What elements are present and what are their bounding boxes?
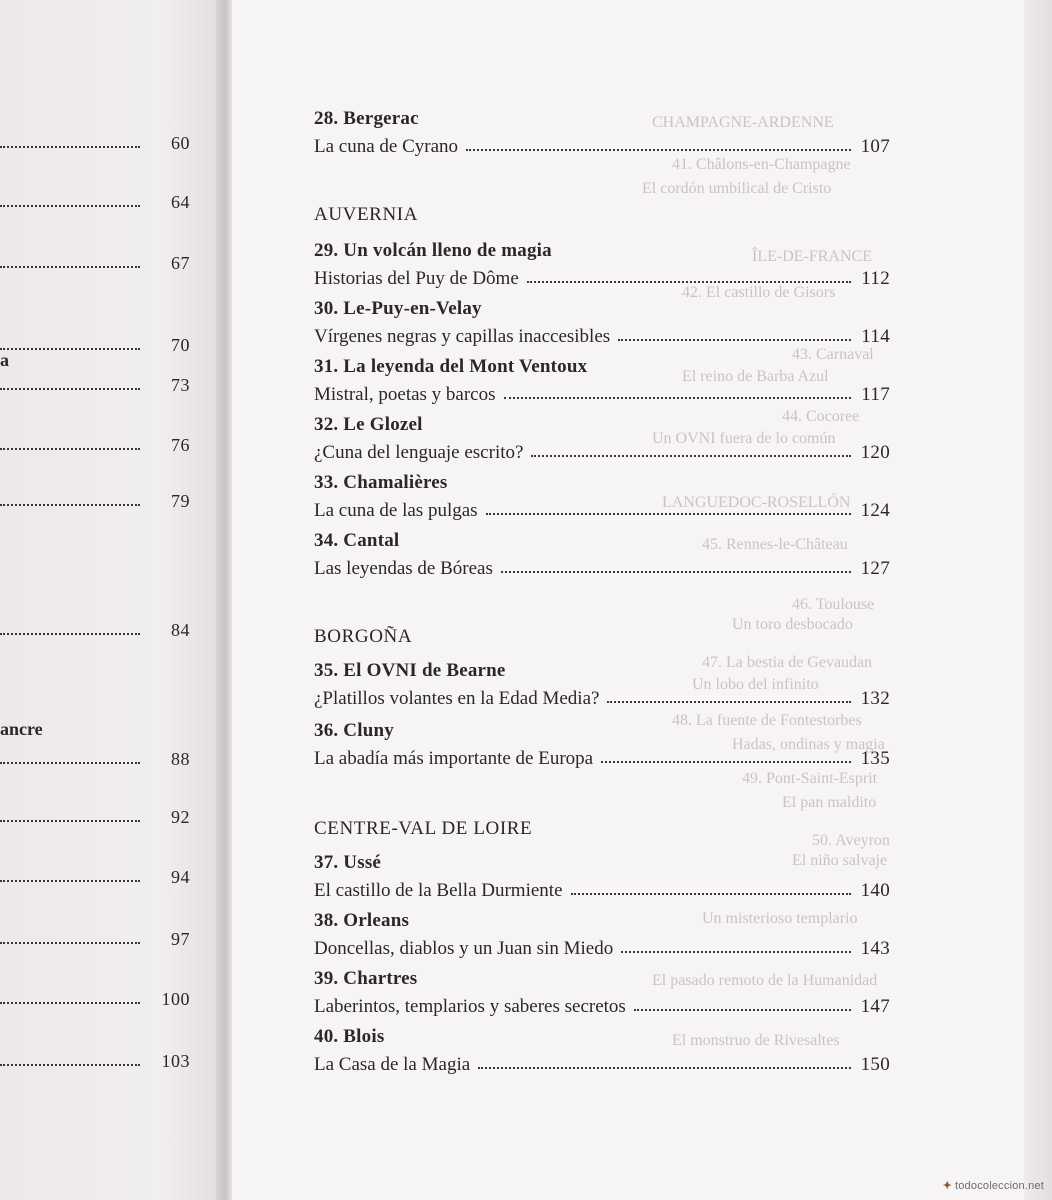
book-spine bbox=[216, 0, 232, 1200]
show-through-text: El pasado remoto de la Humanidad bbox=[652, 972, 878, 989]
dot-leader bbox=[607, 701, 850, 703]
dot-leader bbox=[504, 397, 852, 399]
entry-subtitle: ¿Cuna del lenguaje escrito? bbox=[314, 442, 524, 463]
entry-subtitle: Vírgenes negras y capillas inaccesibles bbox=[314, 326, 611, 347]
show-through-text: El pan maldito bbox=[782, 794, 877, 811]
toc-entry[interactable] bbox=[314, 298, 890, 352]
toc-entry[interactable] bbox=[314, 414, 890, 468]
entry-title: 31. La leyenda del Mont Ventoux bbox=[314, 356, 588, 377]
entry-subtitle: Historias del Puy de Dôme bbox=[314, 268, 519, 289]
toc-entry[interactable] bbox=[314, 910, 890, 964]
page-edge bbox=[1024, 0, 1052, 1200]
show-through-text: 47. La bestia de Gevaudan bbox=[702, 654, 873, 671]
left-toc-row: 79 bbox=[0, 482, 190, 512]
toc-page bbox=[232, 0, 1024, 1200]
previous-page-strip bbox=[0, 0, 232, 1200]
entry-page-number: 124 bbox=[860, 500, 890, 521]
entry-title: 36. Cluny bbox=[314, 720, 394, 741]
entry-subtitle: El castillo de la Bella Durmiente bbox=[314, 880, 563, 901]
watermark bbox=[943, 1179, 1044, 1192]
section-heading: AUVERNIA bbox=[314, 204, 419, 225]
entry-page-number: 114 bbox=[861, 326, 890, 347]
show-through-text: El cordón umbilical de Cristo bbox=[642, 180, 832, 197]
entry-title: 39. Chartres bbox=[314, 968, 418, 989]
show-through-text: Hadas, ondinas y magia bbox=[732, 736, 885, 753]
show-through-text: 45. Rennes-le-Château bbox=[702, 536, 848, 553]
left-toc-row: 73 bbox=[0, 366, 190, 396]
show-through-text: Un toro desbocado bbox=[732, 616, 853, 633]
left-toc-row: 60 bbox=[0, 124, 190, 154]
show-through-text: ÎLE-DE-FRANCE bbox=[752, 248, 872, 265]
left-toc-row: 94 bbox=[0, 858, 190, 888]
toc-entry[interactable] bbox=[314, 108, 890, 162]
entry-title: 35. El OVNI de Bearne bbox=[314, 660, 506, 681]
show-through-text: 43. Carnaval bbox=[792, 346, 874, 363]
show-through-text: El monstruo de Rivesaltes bbox=[672, 1032, 840, 1049]
left-toc-row: 103 bbox=[0, 1042, 190, 1072]
toc-entry[interactable] bbox=[314, 356, 890, 410]
entry-page-number: 143 bbox=[860, 938, 890, 959]
dot-leader bbox=[466, 149, 851, 151]
section-heading: CENTRE-VAL DE LOIRE bbox=[314, 818, 533, 839]
entry-title: 40. Blois bbox=[314, 1026, 385, 1047]
watermark-text: todocoleccion.net bbox=[954, 1180, 1044, 1192]
dot-leader bbox=[571, 893, 851, 895]
toc-entry[interactable] bbox=[314, 968, 890, 1022]
show-through-text: Un lobo del infinito bbox=[692, 676, 819, 693]
entry-subtitle: La cuna de las pulgas bbox=[314, 500, 478, 521]
entry-page-number: 147 bbox=[860, 996, 890, 1017]
left-toc-row: 70 bbox=[0, 326, 190, 356]
dot-leader bbox=[621, 951, 850, 953]
entry-subtitle: La abadía más importante de Europa bbox=[314, 748, 594, 769]
left-toc-row: 67 bbox=[0, 244, 190, 274]
watermark-logo-icon: ✦ bbox=[942, 1180, 952, 1192]
dot-leader bbox=[501, 571, 851, 573]
show-through-text: Un OVNI fuera de lo común bbox=[652, 430, 836, 447]
entry-title: 33. Chamalières bbox=[314, 472, 448, 493]
entry-subtitle: Laberintos, templarios y saberes secretos bbox=[314, 996, 626, 1017]
show-through-text: 42. El castillo de Gisors bbox=[682, 284, 836, 301]
show-through-text: 41. Châlons-en-Champagne bbox=[672, 156, 851, 173]
entry-page-number: 150 bbox=[860, 1054, 890, 1075]
entry-page-number: 132 bbox=[860, 688, 890, 709]
left-toc-row: 84 bbox=[0, 611, 190, 641]
dot-leader bbox=[531, 455, 850, 457]
entry-title: 37. Ussé bbox=[314, 852, 382, 873]
entry-title: 38. Orleans bbox=[314, 910, 410, 931]
toc-entry[interactable] bbox=[314, 530, 890, 584]
left-heading-fragment: a bbox=[0, 350, 9, 370]
entry-title: 28. Bergerac bbox=[314, 108, 419, 129]
show-through-text: Un misterioso templario bbox=[702, 910, 858, 927]
toc-entry[interactable] bbox=[314, 472, 890, 526]
left-toc-row: 88 bbox=[0, 740, 190, 770]
left-toc-row: 76 bbox=[0, 426, 190, 456]
entry-subtitle: ¿Platillos volantes en la Edad Media? bbox=[314, 688, 600, 709]
show-through-text: CHAMPAGNE-ARDENNE bbox=[652, 114, 834, 131]
entry-page-number: 107 bbox=[860, 136, 890, 157]
left-toc-row: 100 bbox=[0, 980, 190, 1010]
show-through-text: El reino de Barba Azul bbox=[682, 368, 829, 385]
entry-title: 34. Cantal bbox=[314, 530, 400, 551]
show-through-text: LANGUEDOC-ROSELLÓN bbox=[662, 494, 851, 511]
section-heading: BORGOÑA bbox=[314, 626, 413, 647]
toc-entry[interactable] bbox=[314, 720, 890, 774]
entry-subtitle: La cuna de Cyrano bbox=[314, 136, 459, 157]
show-through-text: 48. La fuente de Fontestorbes bbox=[672, 712, 862, 729]
dot-leader bbox=[634, 1009, 851, 1011]
left-heading-fragment: ancre bbox=[0, 719, 43, 739]
dot-leader bbox=[478, 1067, 850, 1069]
show-through-text: 49. Pont-Saint-Esprit bbox=[742, 770, 878, 787]
toc-entry[interactable] bbox=[314, 240, 890, 294]
show-through-text: 46. Toulouse bbox=[792, 596, 875, 613]
left-toc-row: 92 bbox=[0, 798, 190, 828]
toc-entry[interactable] bbox=[314, 660, 890, 714]
entry-subtitle: La Casa de la Magia bbox=[314, 1054, 471, 1075]
entry-page-number: 135 bbox=[860, 748, 890, 769]
entry-subtitle: Las leyendas de Bóreas bbox=[314, 558, 493, 579]
table-of-contents bbox=[314, 0, 890, 1200]
dot-leader bbox=[527, 281, 852, 283]
dot-leader bbox=[486, 513, 851, 515]
toc-entry[interactable] bbox=[314, 1026, 890, 1080]
dot-leader bbox=[618, 339, 851, 341]
entry-page-number: 120 bbox=[860, 442, 890, 463]
entry-subtitle: Mistral, poetas y barcos bbox=[314, 384, 496, 405]
show-through-text: El niño salvaje bbox=[792, 852, 888, 869]
entry-page-number: 140 bbox=[860, 880, 890, 901]
left-toc-row: 97 bbox=[0, 920, 190, 950]
entry-subtitle: Doncellas, diablos y un Juan sin Miedo bbox=[314, 938, 614, 959]
entry-title: 32. Le Glozel bbox=[314, 414, 423, 435]
entry-title: 30. Le-Puy-en-Velay bbox=[314, 298, 482, 319]
entry-title: 29. Un volcán lleno de magia bbox=[314, 240, 552, 261]
entry-page-number: 127 bbox=[860, 558, 890, 579]
left-toc-row: 64 bbox=[0, 183, 190, 213]
entry-page-number: 112 bbox=[861, 268, 890, 289]
show-through-text: 50. Aveyron bbox=[812, 832, 890, 849]
entry-page-number: 117 bbox=[861, 384, 890, 405]
show-through-text: 44. Cocoree bbox=[782, 408, 860, 425]
dot-leader bbox=[601, 761, 851, 763]
toc-entry[interactable] bbox=[314, 852, 890, 906]
